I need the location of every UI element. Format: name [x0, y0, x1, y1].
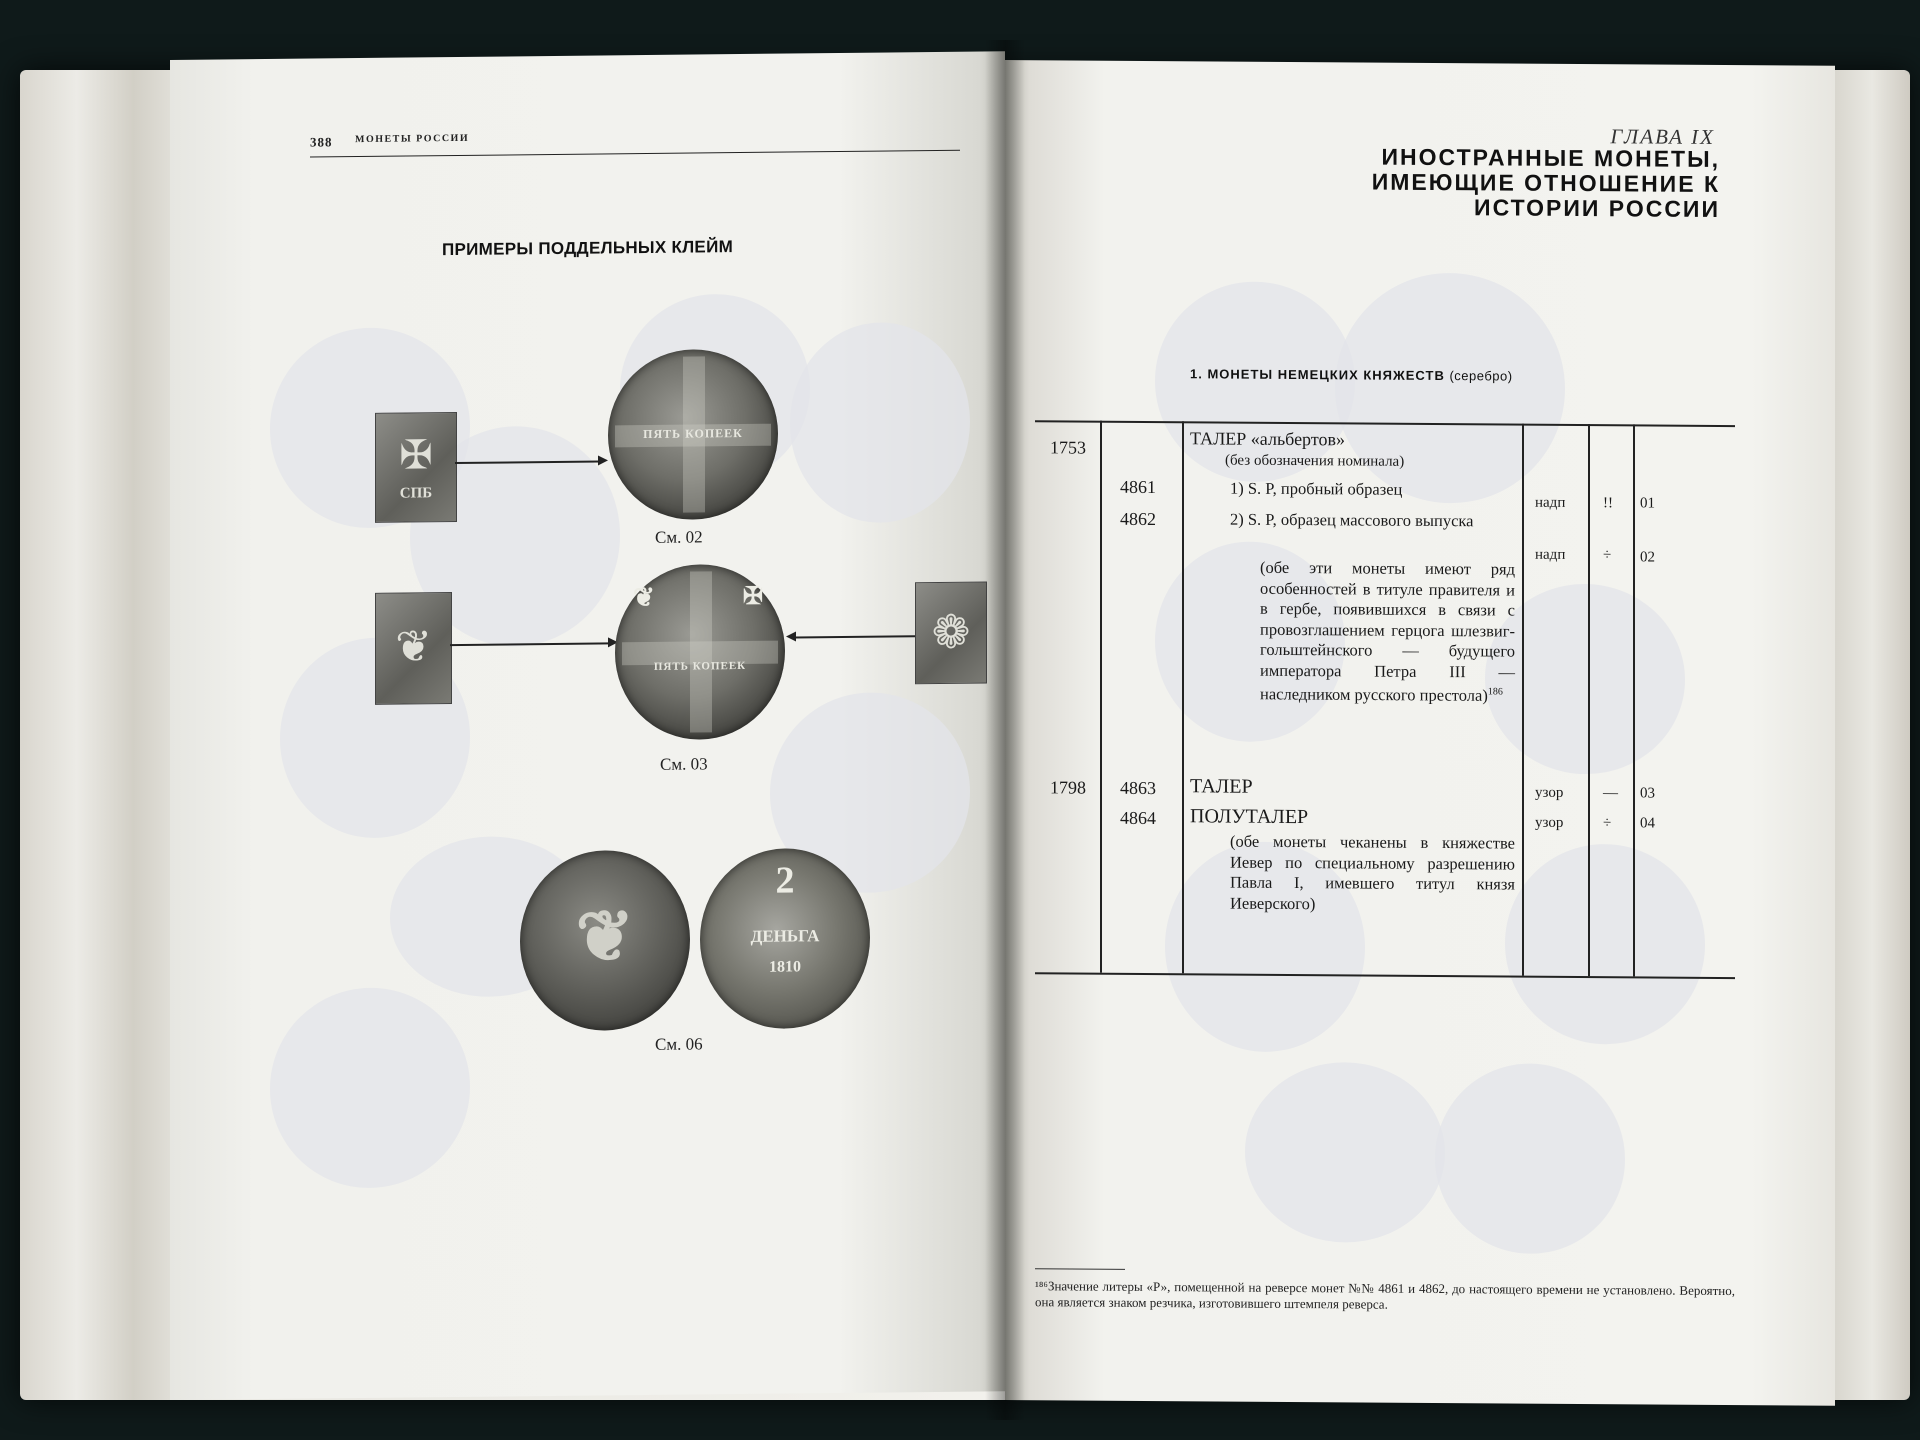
table-cell-rarity: ÷ [1603, 547, 1612, 564]
counterfeit-stamp-monogram-left [375, 592, 452, 705]
chapter-title: ИНОСТРАННЫЕ МОНЕТЫ, ИМЕЮЩИЕ ОТНОШЕНИЕ К ИСТОРИИ РОССИИ [1371, 143, 1720, 222]
table-cell-edge: надп [1535, 546, 1566, 563]
table-cell-name: ТАЛЕР [1190, 775, 1253, 798]
bleed-through-circle [270, 987, 470, 1189]
arrow-head-icon [786, 631, 796, 641]
monogram-icon: ❁ [931, 606, 971, 659]
counterfeit-stamp-monogram-right [915, 581, 987, 684]
table-cell-ref: 04 [1640, 815, 1655, 832]
table-cell-name: ТАЛЕР «альбертов» [1190, 428, 1345, 450]
arrow [795, 635, 915, 638]
table-cell-year: 1798 [1050, 777, 1086, 798]
column-divider [1633, 424, 1635, 976]
running-title: МОНЕТЫ РОССИИ [355, 132, 470, 146]
figure-caption: См. 02 [655, 527, 703, 547]
subsection-title [1190, 366, 1513, 383]
table-cell-ref: 03 [1640, 785, 1655, 802]
table-cell-name: ПОЛУТАЛЕР [1190, 805, 1309, 829]
page-number: 388 [310, 134, 333, 150]
coin-value: 2 [775, 859, 795, 902]
coin-year: 1810 [769, 958, 801, 976]
table-cell-edge: узор [1535, 814, 1564, 831]
table-bottom-rule [1035, 972, 1735, 978]
subsection-title-text: 1. МОНЕТЫ НЕМЕЦКИХ КНЯЖЕСТВ [1190, 366, 1445, 384]
table-cell-desc: 1) S. P, пробный образец [1230, 478, 1403, 499]
monogram-icon: ❦ [633, 582, 655, 613]
table-cell-rarity: ÷ [1603, 815, 1612, 832]
note-text: (обе эти монеты имеют ряд особенностей в титуле правителя и в гербе, появившихся в связи с провозглашением герцога шлезвиг-гольштейнского — будущего императора Петра III — наследником русского престола) [1260, 557, 1515, 705]
running-head [310, 122, 960, 158]
coin-denga-obverse [520, 850, 690, 1032]
figure-caption: См. 06 [655, 1034, 703, 1054]
book-spine-shadow [985, 40, 1025, 1420]
eagle-icon: ✠ [399, 432, 433, 478]
left-page [170, 51, 1005, 1400]
subsection-note: (серебро) [1449, 368, 1513, 384]
monogram-icon: ❦ [395, 622, 432, 672]
table-cell-edge: надп [1535, 494, 1566, 511]
table-cell-ref: 02 [1640, 549, 1655, 566]
coin-legend: ПЯТЬ КОПЕЕК [643, 425, 743, 441]
chapter-label: ГЛАВА IX [1610, 124, 1715, 149]
table-cell-rarity: — [1603, 785, 1618, 802]
column-divider [1522, 424, 1524, 976]
table-cell-desc: 2) S. P, образец массового выпуска [1230, 509, 1474, 531]
table-cell-year: 1753 [1050, 437, 1086, 458]
table-cell-desc: (без обозначения номинала) [1225, 452, 1405, 470]
right-page [1005, 60, 1835, 1406]
table-cell-number: 4864 [1120, 807, 1156, 829]
table-cell-ref: 01 [1640, 495, 1655, 512]
table-cell-number: 4863 [1120, 777, 1156, 799]
column-divider [1588, 424, 1590, 976]
section-title: ПРИМЕРЫ ПОДДЕЛЬНЫХ КЛЕЙМ [441, 237, 734, 260]
table-cell-rarity: !! [1603, 495, 1613, 512]
coin-5-kopeks [608, 349, 778, 521]
table-cell-edge: узор [1535, 784, 1564, 801]
figure-caption: См. 03 [660, 754, 708, 774]
table-cell-number: 4862 [1120, 508, 1156, 530]
bleed-through-circle [1245, 1062, 1445, 1243]
table-cell-desc: (обе монеты чеканены в княжестве Иевер по специальному разрешению Павла I, имевшего титул князя Иеверского) [1230, 831, 1515, 913]
eagle-icon: ✠ [742, 583, 763, 611]
footnote-rule [1035, 1268, 1125, 1270]
coin-5-kopeks-countermarked [615, 564, 785, 741]
coin-table [1035, 420, 1735, 985]
coin-denomination: ДЕНЬГА [750, 926, 820, 946]
bleed-through-circle [790, 322, 970, 524]
footnote: ¹⁸⁶Значение литеры «Р», помещенной на реверсе монет №№ 4861 и 4862, до настоящего времени не установлено. Вероятно, она является знаком резчика, изготовившего штемпеля реверса. [1035, 1278, 1735, 1312]
stamp-glyph: СПБ [399, 485, 433, 502]
table-cell-note [1260, 558, 1515, 707]
column-divider [1182, 421, 1184, 973]
arrow-head-icon [598, 455, 608, 465]
table-cell-number: 4861 [1120, 476, 1156, 498]
column-divider [1100, 421, 1102, 973]
coin-legend: ПЯТЬ КОПЕЕК [653, 660, 747, 674]
footnote-mark: 186 [1487, 686, 1503, 698]
counterfeit-stamp-spb [375, 412, 457, 523]
monogram-icon: ❦ [575, 899, 635, 977]
coin-denga-reverse [700, 848, 870, 1030]
bleed-through-circle [1435, 1063, 1625, 1254]
